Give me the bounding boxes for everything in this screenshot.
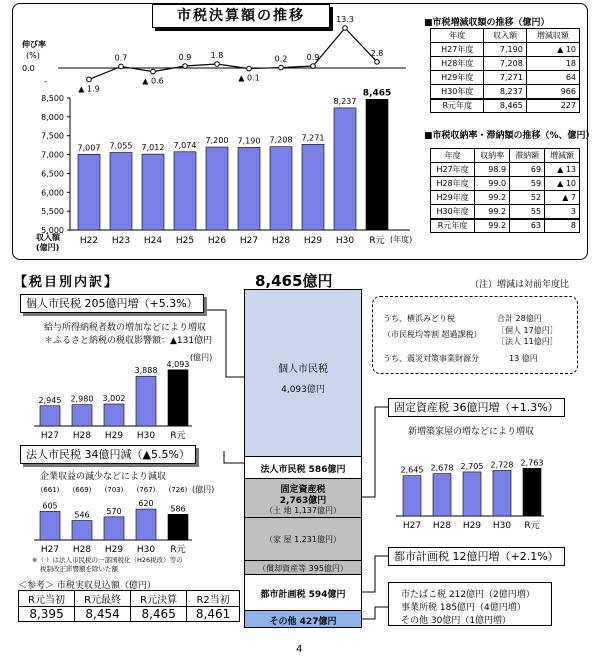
bar-H28	[72, 521, 92, 540]
note-line2c: ［法人 11億円］	[497, 337, 558, 346]
y-tick-label: 6,500	[41, 169, 64, 179]
x-tick-label: R元	[170, 545, 186, 555]
bar-label: 7,012	[141, 143, 165, 153]
bar-label: 7,074	[173, 140, 197, 150]
table-cell: H30年度	[431, 85, 484, 99]
note-line2: （市民税均等割 超過課税）	[383, 330, 482, 339]
table-cell: 99.2	[475, 205, 510, 219]
forecast-value-row	[19, 607, 240, 622]
x-tick-label: H29	[462, 521, 482, 531]
table-cell: ▲ 10	[545, 177, 580, 191]
individual-header: 個人市民税 205億円増（+5.3%）	[20, 294, 204, 313]
growth-label: 0.2	[274, 54, 288, 64]
y-tick-label: 6,000	[41, 188, 64, 198]
other-line3: その他 30億円（1億円増）	[401, 616, 512, 626]
growth-label: 0.7	[114, 53, 128, 63]
forecast-header-cell: R2当初	[187, 591, 240, 607]
table-cell: R元年度	[431, 99, 484, 113]
table-cell: 18	[526, 57, 579, 71]
connector-city-planning	[362, 556, 388, 592]
connector-other	[362, 607, 388, 619]
y-tick-label: 7,000	[41, 150, 64, 160]
bar-H28	[72, 405, 92, 426]
y-tick-label: 5,000	[41, 226, 64, 235]
growth-axis-label: 伸び率	[22, 40, 46, 49]
bar-H27	[40, 511, 60, 540]
page-number: 4	[296, 644, 303, 655]
bar-H30	[136, 509, 156, 540]
bar-label: 2,980	[70, 394, 94, 404]
segment-depreciable: （償却資産等 395億円）	[258, 564, 348, 573]
section-title: 【税目別内訳】	[14, 275, 120, 290]
x-tick-label: R元	[524, 521, 540, 531]
bar-R元	[168, 514, 188, 540]
bar-R元	[168, 370, 188, 426]
table-header-cell: 滞納額	[510, 149, 545, 163]
x-tick-label: H29	[104, 431, 124, 441]
table-cell: 69	[510, 163, 545, 177]
corporate-footnote2: 税制改正影響額を除いた額	[40, 565, 118, 573]
table-cell: 8,237	[484, 85, 526, 99]
unit-label: (億円)	[190, 353, 213, 362]
x-tick-label: H27	[402, 521, 422, 531]
x-tick-label: H29	[303, 236, 323, 246]
growth-label: ▲ 0.6	[142, 76, 164, 86]
city-planning-header: 都市計画税 12億円増（+2.1%）	[388, 547, 565, 566]
segment-fixed-value: 2,763億円	[279, 496, 327, 506]
bar-label: 7,190	[237, 136, 261, 146]
bar-label: 7,271	[301, 133, 325, 143]
note-line3: うち、震災対策事業財源分	[383, 354, 479, 363]
bar-label: 2,705	[460, 461, 484, 471]
table-cell: ▲ 10	[526, 43, 579, 57]
table-header-cell: 年度	[431, 149, 475, 163]
y-tick-label: 7,500	[41, 131, 64, 141]
table-cell: 3	[545, 205, 580, 219]
x-tick-label: H30	[492, 521, 512, 531]
x-tick-label: H26	[207, 236, 227, 246]
corporate-header: 法人市民税 34億円減（▲5.5%）	[20, 445, 196, 464]
x-tick-label: H23	[111, 236, 131, 246]
x-tick-label: H30	[335, 236, 355, 246]
bar-H28	[433, 474, 451, 516]
other-taxes-box	[388, 582, 552, 626]
forecast-value-cell: 8,465	[131, 607, 187, 622]
note-line1b: 合計 28億円	[497, 314, 542, 323]
forecast-value-cell: 8,395	[19, 607, 75, 622]
table-header-cell: 増減収額	[526, 29, 579, 43]
growth-axis-unit: (%)	[26, 51, 40, 60]
forecast-value-cell: 8,454	[75, 607, 131, 622]
table-header-cell: 増減額	[545, 149, 580, 163]
segment-house: （家 屋 1,231億円）	[265, 535, 341, 544]
table-cell: 8	[545, 219, 580, 233]
corporate-chart	[14, 480, 224, 556]
segment-city-planning-label: 都市計画税 594億円	[260, 590, 346, 600]
table-cell: 7,271	[484, 71, 526, 85]
x-tick-label: H28	[72, 431, 92, 441]
corporate-footnote1: ※（ ）は法人市民税の一部国税化（H26税改）等の	[32, 556, 183, 564]
bar-label: 2,763	[520, 458, 544, 468]
y-tick-label: 5,500	[41, 207, 64, 217]
bar-label: 2,678	[430, 463, 454, 473]
bar-label: 620	[138, 499, 154, 509]
x-tick-label: R元	[369, 236, 385, 246]
note-line2b: ［個人 17億円］	[497, 326, 558, 335]
table-cell: 7,208	[484, 57, 526, 71]
table-cell: 7,190	[484, 43, 526, 57]
growth-label: 1.8	[210, 51, 224, 61]
note-line3b: 13 億円	[509, 354, 538, 363]
forecast-header-cell: R元当初	[19, 591, 75, 607]
individual-note1: 給与所得納税者数の増加などにより増収	[44, 323, 207, 333]
x-tick-label: H24	[143, 236, 163, 246]
bar-label: 546	[74, 510, 90, 520]
year-unit: (年度)	[390, 235, 413, 244]
table-cell: 99.2	[475, 219, 510, 233]
bar-label: 7,208	[269, 135, 293, 145]
segment-fixed-title: 固定資産税	[280, 485, 326, 495]
segment-individual-title: 個人市民税	[278, 364, 328, 375]
note-line1: うち、横浜みどり税	[383, 314, 455, 323]
segment-individual-value: 4,093億円	[281, 385, 325, 395]
table-cell: H28年度	[431, 57, 484, 71]
other-line1: 市たばこ税 212億円（2億円増）	[401, 590, 535, 600]
x-tick-label: H22	[79, 236, 99, 246]
forecast-title: ＜参考＞ 市税実収見込額（億円）	[18, 581, 156, 591]
table-cell: 64	[526, 71, 579, 85]
forecast-header-cell: R元決算	[131, 591, 187, 607]
bracket-label: (661)	[40, 486, 60, 494]
forecast-value-cell: 8,461	[187, 607, 240, 622]
forecast-table	[18, 590, 240, 622]
fixed-chart	[388, 436, 568, 532]
connector-corporate	[224, 451, 244, 463]
rate-table-title: ■市税収納率・滞納額の推移（%、億円）	[424, 131, 595, 141]
table-cell: H29年度	[431, 71, 484, 85]
bar-label: 3,002	[102, 393, 126, 403]
table-cell: 55	[510, 205, 545, 219]
table-cell: R元年度	[431, 219, 475, 233]
individual-note2: ＊ふるさと納税の税収影響額：▲131億円	[44, 336, 213, 346]
bar-H29	[104, 404, 124, 426]
x-tick-label: R元	[170, 431, 186, 441]
bar-label: 7,200	[205, 136, 229, 146]
growth-axis-minus: -	[44, 77, 47, 86]
bar-label: 7,055	[109, 141, 133, 151]
bar-H30	[136, 376, 156, 426]
forecast-header-cell: R元最終	[75, 591, 131, 607]
bracket-label: (703)	[104, 486, 124, 494]
table-cell: 966	[526, 85, 579, 99]
main-title: 市税決算額の推移	[152, 4, 330, 28]
table-cell: H29年度	[431, 191, 475, 205]
bar-H29	[104, 517, 124, 540]
growth-label: ▲ 1.9	[78, 84, 100, 94]
table-cell: 63	[510, 219, 545, 233]
x-tick-label: H30	[136, 545, 156, 555]
table-cell: 99.0	[475, 177, 510, 191]
bar-H27	[40, 406, 60, 426]
growth-label: 0.9	[178, 53, 192, 63]
table-cell: ▲ 7	[545, 191, 580, 205]
bar-label: 2,728	[490, 460, 514, 470]
corporate-note1: 企業収益の減少などにより減収	[40, 472, 167, 482]
x-tick-label: H27	[239, 236, 259, 246]
segment-corporate-label: 法人市民税 586億円	[260, 465, 346, 475]
revenue-axis-unit: (億円)	[36, 243, 60, 252]
bar-label: 570	[106, 506, 122, 516]
table-cell: 52	[510, 191, 545, 205]
segment-land: （土 地 1,137億円）	[265, 506, 341, 515]
x-tick-label: H27	[40, 431, 60, 441]
x-tick-label: H27	[40, 545, 60, 555]
y-tick-label: 8,000	[41, 112, 64, 122]
bar-label: 4,093	[166, 359, 190, 369]
table-cell: 59	[510, 177, 545, 191]
table-cell: 8,465	[484, 99, 526, 113]
table-cell: ▲ 13	[545, 163, 580, 177]
table-header-cell: 収入額	[484, 29, 526, 43]
revenue-axis-label: 収入額	[36, 233, 60, 242]
segment-other-label: その他 427億円	[269, 617, 337, 627]
bar-H30	[493, 471, 511, 517]
bar-label: 3,888	[134, 366, 158, 376]
growth-label: 2.8	[370, 48, 384, 58]
growth-axis-zero: 0.0	[22, 64, 35, 73]
x-tick-label: H29	[104, 545, 124, 555]
table-cell: H30年度	[431, 205, 475, 219]
other-line2: 事業所税 185億円（4億円増）	[401, 603, 526, 613]
x-tick-label: H28	[271, 236, 291, 246]
x-tick-label: H30	[136, 431, 156, 441]
bar-label: 605	[42, 501, 58, 511]
bar-label: 2,945	[38, 395, 62, 405]
increase-table-title: ■市税増減収額の推移（億円）	[424, 18, 550, 28]
table-cell: 98.9	[475, 163, 510, 177]
table-cell: 227	[526, 99, 579, 113]
y-tick-label: 8,500	[41, 94, 64, 103]
table-header-cell: 収納率	[475, 149, 510, 163]
bar-label: 8,465	[362, 88, 392, 99]
x-tick-label: H25	[175, 236, 195, 246]
bar-H27	[403, 476, 421, 516]
fixed-note1: 新増築家屋の増などにより増収	[408, 427, 535, 437]
individual-chart	[14, 346, 224, 442]
connector-fixed	[362, 407, 388, 497]
bar-label: 586	[170, 504, 186, 514]
growth-label: 0.9	[306, 53, 320, 63]
fixed-header: 固定資産税 36億円増（+1.3%）	[388, 398, 565, 417]
bar-H29	[463, 472, 481, 516]
unit-label: (億円)	[192, 485, 215, 494]
table-header-cell: 年度	[431, 29, 484, 43]
total-amount: 8,465億円	[255, 272, 333, 290]
table-cell: 99.2	[475, 191, 510, 205]
table-cell: H27年度	[431, 43, 484, 57]
table-cell: H28年度	[431, 177, 475, 191]
note-right: （注）増減は対前年度比	[470, 280, 570, 290]
bracket-label: (726)	[168, 486, 188, 494]
bar-label: 7,007	[77, 143, 101, 153]
growth-label: 13.3	[336, 16, 354, 24]
bar-label: 2,645	[400, 465, 424, 475]
bar-label: 8,237	[333, 96, 357, 106]
bar-R元	[523, 468, 541, 516]
growth-label: ▲ 0.1	[238, 73, 260, 83]
table-cell: H27年度	[431, 163, 475, 177]
forecast-header-row	[19, 591, 240, 607]
bracket-label: (767)	[136, 486, 156, 494]
x-tick-label: H28	[72, 545, 92, 555]
x-tick-label: H28	[432, 521, 452, 531]
bracket-label: (669)	[72, 486, 92, 494]
